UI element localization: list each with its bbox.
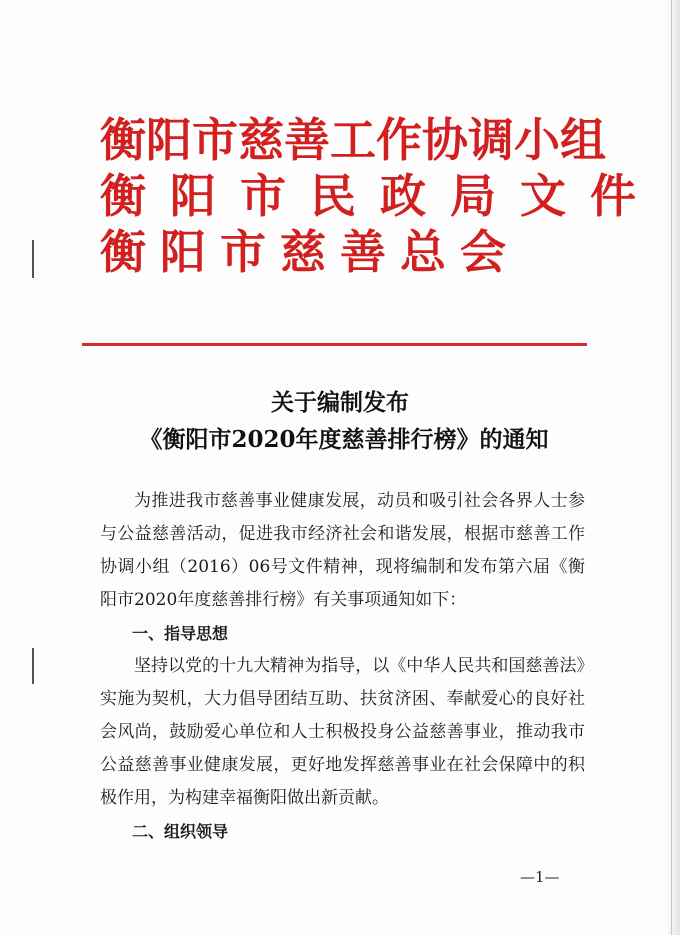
section-heading-guiding-thought: 一、指导思想 [132,624,229,643]
page-number: —1— [520,868,560,886]
document-title-line-1: 关于编制发布 [271,389,409,416]
guiding-thought-paragraph: 坚持以党的十九大精神为指导，以《中华人民共和国慈善法》实施为契机，大力倡导团结互助、扶贫济困、奉献爱心的良好社会风尚，鼓励爱心单位和人士积极投身公益慈善事业，推动我市公益慈善事业健康发展，更好地发挥慈善事业在社会保障中的积极作用，为构建幸福衡阳做出新贡献。 [100,656,585,808]
page-edge-shadow [666,0,680,935]
intro-paragraph: 为推进我市慈善事业健康发展，动员和吸引社会各界人士参与公益慈善活动，促进我市经济社会和谐发展，根据市慈善工作协调小组（2016）06号文件精神，现将编制和发布第六届《衡阳市2020年度慈善排行榜》有关事项通知如下： [100,491,585,610]
scan-mark [32,240,34,278]
issuer-line-3: 衡阳市慈善总会 [100,225,520,279]
section-heading-organization: 二、组织领导 [132,822,229,841]
document-header [100,112,660,280]
page-edge-line [671,0,672,935]
red-divider [82,343,587,346]
document-body [100,485,585,848]
issuer-line-2: 衡阳市民政局文件 [100,169,660,223]
scan-mark [32,648,34,684]
document-title-line-2: 《衡阳市2020年度慈善排行榜》的通知 [139,426,549,453]
issuer-line-1: 衡阳市慈善工作协调小组 [100,113,606,167]
